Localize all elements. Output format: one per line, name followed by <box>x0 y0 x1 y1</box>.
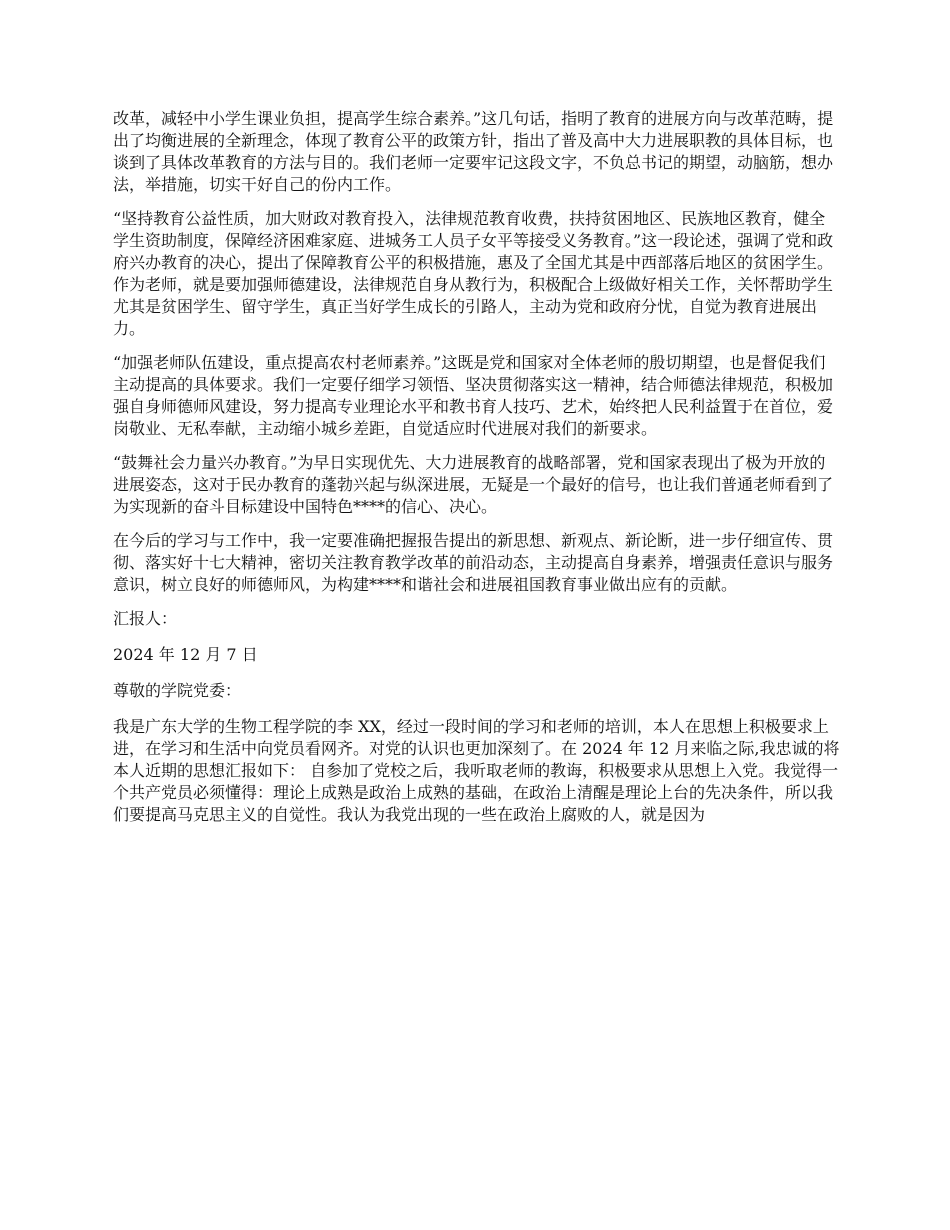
paragraph-education-reform: 改革，减轻中小学生课业负担，提高学生综合素养。”这几句话，指明了教育的进展方向与改革范畴，提出了均衡进展的全新理念，体现了教育公平的政策方针，指出了普及高中大力进展职教的具体目标，也谈到了具体改革教育的方法与目的。我们老师一定要牢记这段文字，不负总书记的期望，动脑筋，想办法，举措施，切实干好自己的份内工作。 <box>113 109 834 194</box>
reporter-label: 汇报人： <box>113 609 178 628</box>
paragraph-future-work: 在今后的学习与工作中，我一定要准确把握报告提出的新思想、新观点、新论断，进一步仔细宣传、贯彻、落实好十七大精神，密切关注教育教学改革的前沿动态，主动提高自身素养，增强责任意识与服务意识，树立良好的师德师风，为构建****和谐社会和进展祖国教育事业做出应有的贡献。 <box>113 531 834 594</box>
salutation: 尊敬的学院党委： <box>113 681 242 700</box>
paragraph-public-welfare: “坚持教育公益性质，加大财政对教育投入，法律规范教育收费，扶持贫困地区、民族地区教育，健全学生资助制度，保障经济困难家庭、进城务工人员子女平等接受义务教育。”这一段论述，强调了党和政府兴办教育的决心，提出了保障教育公平的积极措施，惠及了全国尤其是中西部落后地区的贫困学生。作为老师，就是要加强师德建设，法律规范自身从教行为，积极配合上级做好相关工作，关怀帮助学生尤其是贫困学生、留守学生，真正当好学生成长的引路人，主动为党和政府分忧，自觉为教育进展出力。 <box>113 209 834 338</box>
document-page <box>113 108 841 838</box>
report-date: 2024 年 12 月 7 日 <box>113 645 258 664</box>
paragraph-teacher-team: “加强老师队伍建设，重点提高农村老师素养。”这既是党和国家对全体老师的殷切期望，也是督促我们主动提高的具体要求。我们一定要仔细学习领悟、坚决贯彻落实这一精神，结合师德法律规范，积极加强自身师德师风建设，努力提高专业理论水平和教书育人技巧、艺术，始终把人民利益置于在首位，爱岗敬业、无私奉献，主动缩小城乡差距，自觉适应时代进展对我们的新要求。 <box>113 353 834 438</box>
paragraph-social-forces: “鼓舞社会力量兴办教育。”为早日实现优先、大力进展教育的战略部署，党和国家表现出了极为开放的进展姿态，这对于民办教育的蓬勃兴起与纵深进展，无疑是一个最好的信号，也让我们普通老师看到了为实现新的奋斗目标建设中国特色****的信心、决心。 <box>113 453 834 516</box>
paragraph-thought-report: 我是广东大学的生物工程学院的李 XX，经过一段时间的学习和老师的培训，本人在思想上积极要求上进，在学习和生活中向党员看网齐。对党的认识也更加深刻了。在 2024 年 12 月来临之际,我忠诚的将本人近期的思想汇报如下： 自参加了党校之后，我听取老师的教诲，积极要求从思想上入党。我觉得一个共产党员必须懂得：理论上成熟是政治上成熟的基础，在政治上清醒是理论上台的先决条件，所以我们要提高马克思主义的自觉性。我认为我党出现的一些在政治上腐败的人，就是因为 <box>113 717 840 824</box>
